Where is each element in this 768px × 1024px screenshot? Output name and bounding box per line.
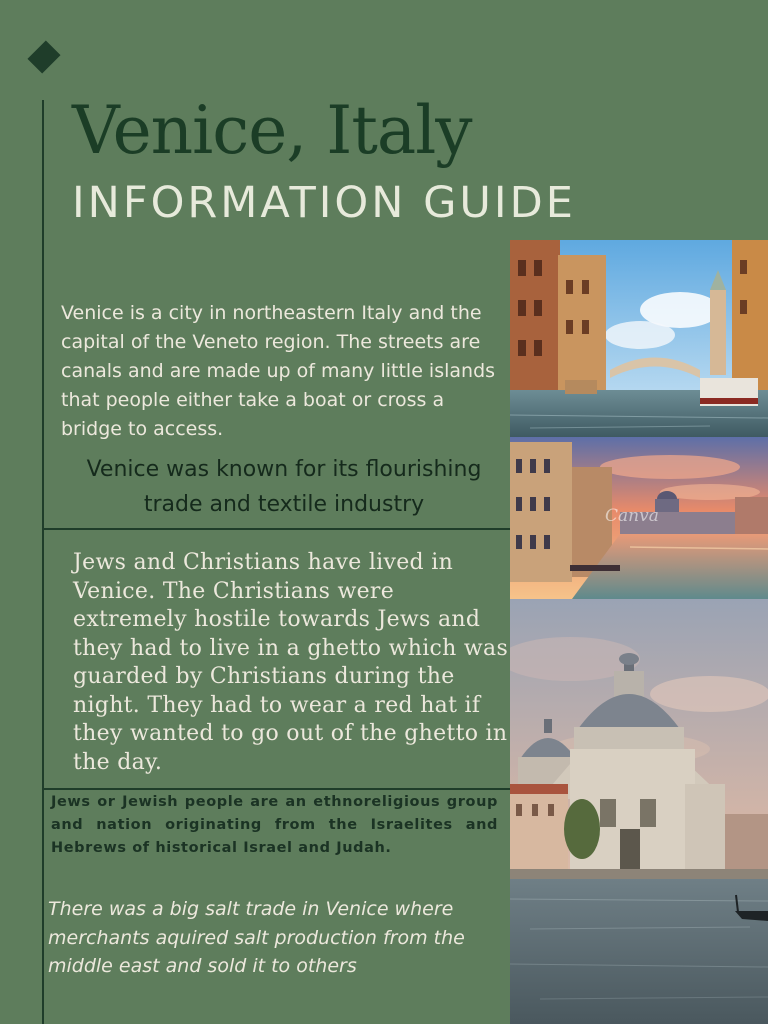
trade-paragraph: Venice was known for its flourishing trade and textile industry [86,457,482,517]
sunset-canal-photo [510,437,768,599]
divider-2 [43,788,511,790]
history-paragraph: Jews and Christians have lived in Venice. The Christians were extremely hostile towards Jews and they had to live in a ghetto which was guarded by Christians during the night. They had to wear a red hat if they wanted to go out of the ghetto in the day. [73,550,509,775]
salt-trade-paragraph: There was a big salt trade in Venice where merchants aquired salt production from the middle east and sold it to others [48,898,465,977]
divider-1 [43,528,511,530]
page-title: Venice, Italy [72,92,472,169]
basilica-photo [510,599,768,1024]
intro-paragraph: Venice is a city in northeastern Italy and the capital of the Veneto region. The streets are canals and are made up of many little islands that people either take a boat or cross a bridge to access. [61,302,496,440]
page-subtitle: INFORMATION GUIDE [72,178,576,228]
vertical-rule [42,100,44,1024]
definition-paragraph: Jews or Jewish people are an ethnoreligious group and nation originating from the Israelites and Hebrews of historical Israel and Judah. [51,794,498,856]
diamond-ornament [27,40,60,73]
canal-bridge-photo [510,240,768,437]
canva-watermark: Canva [605,506,659,526]
